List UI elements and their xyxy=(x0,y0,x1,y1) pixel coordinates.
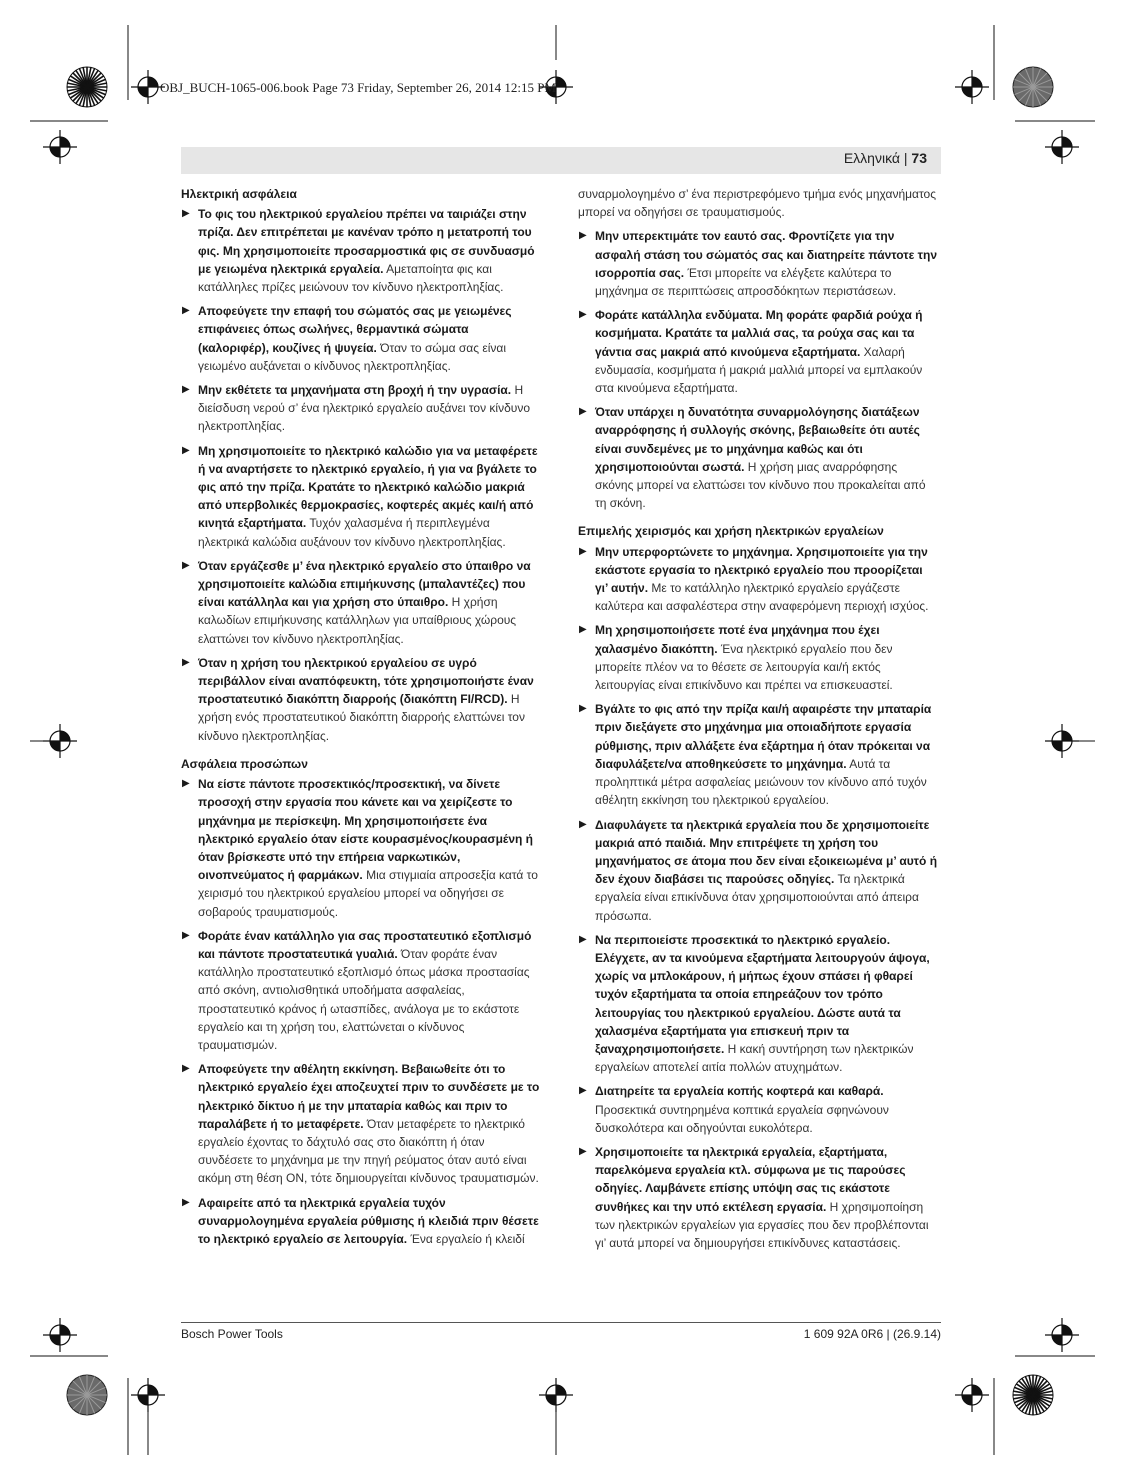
page-number: 73 xyxy=(911,150,927,166)
safety-item xyxy=(181,205,541,296)
bullet-triangle-icon: ▶ xyxy=(579,309,587,321)
safety-item xyxy=(578,227,938,300)
item-normal-text: Προσεκτικά συντηρημένα κοπτικά εργαλεία σφηνώνουν δυσκολότερα και οδηγούνται ευκολότερα. xyxy=(595,1102,889,1135)
safety-item xyxy=(578,306,938,397)
safety-item xyxy=(181,775,541,921)
item-normal-text: Η χρήση ενός προστατευτικού διακόπτη διαρροής ελαττώνει τον κίνδυνο ηλεκτροπληξίας. xyxy=(198,692,525,743)
item-bold-text: Αποφεύγετε την επαφή του σώματός σας με γειωμένες επιφάνειες όπως σωλήνες, θερμαντικά σώματα (καλοριφέρ), κουζίνες ή ψυγεία. xyxy=(198,304,512,355)
item-bold-text: Μην εκθέτετε τα μηχανήματα στη βροχή ή την υγρασία. xyxy=(198,383,512,398)
item-normal-text: Η χρήση μιας αναρρόφησης σκόνης μπορεί να ελαττώσει τον κίνδυνο που προκαλείται από τη σκόνη. xyxy=(595,459,926,511)
safety-item xyxy=(181,302,541,375)
safety-item xyxy=(578,1082,938,1137)
safety-item xyxy=(181,1194,541,1249)
item-bold-text: Να περιποιείστε προσεκτικά το ηλεκτρικό εργαλείο. Ελέγχετε, αν τα κινούμενα εξαρτήματα λειτουργούν άψογα, χωρίς να μπλοκάρουν, ή μήπως έχουν σπάσει ή φθαρεί τυχόν εξαρτήματα τα οποία επηρεάζουν τον τρόπο λειτουργίας του ηλεκτρικού εργαλείου. Δώστε αυτά τα χαλασμένα εξαρτήματα για επισκευή πριν τα ξαναχρησιμοποιήσετε. xyxy=(595,932,930,1056)
safety-item xyxy=(181,557,541,648)
bullet-triangle-icon: ▶ xyxy=(579,1085,587,1097)
safety-item xyxy=(578,931,938,1077)
continued-text: συναρμολογημένο σ’ ένα περιστρεφόμενο τμήμα ενός μηχανήματος μπορεί να οδηγήσει σε τραυματισμούς. xyxy=(578,187,936,220)
item-normal-text: Έτσι μπορείτε να ελέγξετε καλύτερα το μηχάνημα σε περιπτώσεις απροσδόκητων περιστάσεων. xyxy=(595,265,897,299)
item-bold-text: Το φις του ηλεκτρικού εργαλείου πρέπει να ταιριάζει στην πρίζα. Δεν επιτρέπεται με κανέναν τρόπο η μετατροπή του φις. Μη χρησιμοποιείτε προσαρμοστικά φις σε συνδυασμό με γειωμένα ηλεκτρικά εργαλεία. xyxy=(198,207,535,276)
item-normal-text: Όταν μεταφέρετε το ηλεκτρικό εργαλείο έχοντας το δάχτυλό σας στο διακόπτη ή όταν συνδέσετε το μηχάνημα με την πηγή ρεύματος όταν αυτό είναι ακόμη στη θέση ON, τότε δημιουργείται κίνδυνος τραυματισμών. xyxy=(198,1116,539,1186)
item-normal-text: Τα ηλεκτρικά εργαλεία είναι επικίνδυνα όταν χρησιμοποιούνται από άπειρα πρόσωπα. xyxy=(595,872,919,923)
bullet-triangle-icon: ▶ xyxy=(579,230,587,242)
footer-doc-number: 1 609 92A 0R6 | (26.9.14) xyxy=(803,1327,941,1341)
bullet-triangle-icon: ▶ xyxy=(182,208,190,220)
item-normal-text: Η διείσδυση νερού σ’ ένα ηλεκτρικό εργαλείο αυξάνει τον κίνδυνο ηλεκτροπληξίας. xyxy=(198,383,531,434)
safety-item xyxy=(578,621,938,694)
item-bold-text: Όταν η χρήση του ηλεκτρικού εργαλείου σε υγρό περιβάλλον είναι αναπόφευκτη, τότε χρησιμοποιήστε έναν προστατευτικό διακόπτη διαρροής (διακόπτη FI/RCD). xyxy=(198,655,534,707)
header-text xyxy=(844,150,927,166)
safety-item xyxy=(578,543,938,616)
item-bold-text: Αποφεύγετε την αθέλητη εκκίνηση. Βεβαιωθείτε ότι το ηλεκτρικό εργαλείο έχει αποζευχτεί πριν το συνδέσετε με το ηλεκτρικό δίκτυο ή με την μπαταρία καθώς και πριν το παραλάβετε ή το μεταφέρετε. xyxy=(198,1062,540,1131)
bullet-triangle-icon: ▶ xyxy=(182,384,190,396)
section-title-tool-use-and-care: Επιμελής χειρισμός και χρήση ηλεκτρικών εργαλείων xyxy=(578,524,884,539)
bullet-triangle-icon: ▶ xyxy=(182,1063,190,1075)
bullet-triangle-icon: ▶ xyxy=(579,933,587,945)
bullet-triangle-icon: ▶ xyxy=(579,545,587,557)
item-bold-text: Βγάλτε το φις από την πρίζα και/ή αφαιρέστε την μπαταρία πριν διεξάγετε στο μηχάνημα μια οποιαδήποτε εργασία ρύθμισης, πριν αλλάξετε ένα εξάρτημα ή όταν πρόκειται να διαφυλάξετε/να αποθηκεύσετε το μηχάνημα. xyxy=(595,702,932,771)
safety-item xyxy=(578,816,938,925)
bullet-triangle-icon: ▶ xyxy=(579,624,587,636)
item-normal-text: Μια στιγμιαία απροσεξία κατά το χειρισμό του ηλεκτρικού εργαλείου μπορεί να οδηγήσει σε σοβαρούς τραυματισμούς. xyxy=(198,868,538,919)
item-bold-text: Χρησιμοποιείτε τα ηλεκτρικά εργαλεία, εξαρτήματα, παρελκόμενα εργαλεία κτλ. σύμφωνα με τις παρούσες οδηγίες. Λαμβάνετε επίσης υπόψη σας τις εκάστοτε συνθήκες και την υπό εκτέλεση εργασία. xyxy=(595,1144,906,1214)
safety-item xyxy=(181,654,541,745)
bullet-triangle-icon: ▶ xyxy=(182,929,190,941)
item-normal-text: Τυχόν χαλασμένα ή περιπλεγμένα ηλεκτρικά καλώδια αυξάνουν τον κίνδυνο ηλεκτροπληξίας. xyxy=(198,516,506,549)
item-normal-text: Όταν το σώμα σας είναι γειωμένο αυξάνεται ο κίνδυνος ηλεκτροπληξίας. xyxy=(198,340,506,373)
item-normal-text: Όταν φοράτε έναν κατάλληλο προστατευτικό εξοπλισμό όπως μάσκα προστασίας από σκόνη, αντιολισθητικά υποδήματα ασφαλείας, προστατευτικό κράνος ή ωτασπίδες, ανάλογα με το εκάστοτε εργαλείο και τη χρήση του, ελαττώνεται ο κίνδυνος τραυματισμών. xyxy=(198,946,530,1052)
item-bold-text: Μην υπερφορτώνετε το μηχάνημα. Χρησιμοποιείτε για την εκάστοτε εργασία το ηλεκτρικό εργαλείο που προορίζεται γι’ αυτήν. xyxy=(595,544,928,596)
item-bold-text: Αφαιρείτε από τα ηλεκτρικά εργαλεία τυχόν συναρμολογημένα εργαλεία ρύθμισης ή κλειδιά πριν θέσετε το ηλεκτρικό εργαλείο σε λειτουργία. xyxy=(198,1195,539,1246)
bullet-triangle-icon: ▶ xyxy=(182,305,190,317)
file-info-line: OBJ_BUCH-1065-006.book Page 73 Friday, September 26, 2014 12:15 PM xyxy=(160,80,557,95)
item-normal-text: Χαλαρή ενδυμασία, κοσμήματα ή μακριά μαλλιά μπορεί να εμπλακούν στα κινούμενα εξαρτήματα. xyxy=(595,344,923,396)
item-bold-text: Διατηρείτε τα εργαλεία κοπής κοφτερά και καθαρά. xyxy=(595,1084,884,1099)
safety-item xyxy=(578,403,938,512)
section-title-personal-safety: Ασφάλεια προσώπων xyxy=(181,756,308,771)
item-bold-text: Διαφυλάγετε τα ηλεκτρικά εργαλεία που δε χρησιμοποιείτε μακριά από παιδιά. Μην επιτρέψετε τη χρήση του μηχανήματος σε άτομα που δεν είναι εξοικειωμένα μ’ αυτό ή δεν έχουν διαβάσει τις παρούσες οδηγίες. xyxy=(595,817,938,887)
left-column xyxy=(181,185,541,1254)
item-normal-text: Η κακή συντήρηση των ηλεκτρικών εργαλείων αποτελεί αιτία πολλών ατυχημάτων. xyxy=(595,1041,914,1075)
section-title-electrical-safety: Ηλεκτρική ασφάλεια xyxy=(181,187,297,201)
item-bold-text: Μη χρησιμοποιήσετε ποτέ ένα μηχάνημα που έχει χαλασμένο διακόπτη. xyxy=(595,623,880,656)
bullet-triangle-icon: ▶ xyxy=(182,1196,190,1208)
safety-item xyxy=(578,700,938,809)
bullet-triangle-icon: ▶ xyxy=(182,559,190,571)
safety-item xyxy=(181,1060,541,1187)
item-bold-text: Να είστε πάντοτε προσεκτικός/προσεκτική, να δίνετε προσοχή στην εργασία που κάνετε και να χειρίζεστε το μηχάνημα με περίσκεψη. Μη χρησιμοποιήσετε ένα ηλεκτρικό εργαλείο όταν είστε κουρασμένος/κουρασμένη ή όταν βρίσκεστε υπό την επήρεια ναρκωτικών, οινοπνεύματος ή φαρμάκων. xyxy=(198,777,534,883)
safety-item xyxy=(181,381,541,436)
item-bold-text: Φοράτε κατάλληλα ενδύματα. Μη φοράτε φαρδιά ρούχα ή κοσμήματα. Κρατάτε τα μαλλιά σας, τα ρούχα σας και τα γάντια σας μακριά από κινούμενα εξαρτήματα. xyxy=(595,308,923,359)
bullet-triangle-icon: ▶ xyxy=(579,1145,587,1157)
item-normal-text: Αυτά τα προληπτικά μέτρα ασφαλείας μειώνουν τον κίνδυνο από τυχόν αθέλητη εκκίνηση του ηλεκτρικού εργαλείου. xyxy=(595,756,927,808)
item-bold-text: Φοράτε έναν κατάλληλο για σας προστατευτικό εξοπλισμό και πάντοτε προστατευτικά γυαλιά. xyxy=(198,928,532,961)
item-normal-text: Με το κατάλληλο ηλεκτρικό εργαλείο εργάζεστε καλύτερα και ασφαλέστερα στην αναφερόμενη περιοχή ισχύος. xyxy=(595,581,929,614)
safety-item xyxy=(181,442,541,551)
item-normal-text: Ένα ηλεκτρικό εργαλείο που δεν μπορείτε πλέον να το θέσετε σε λειτουργία και/ή εκτός λειτουργίας είναι επικίνδυνο και πρέπει να επισκευαστεί. xyxy=(595,641,893,693)
bullet-triangle-icon: ▶ xyxy=(579,703,587,715)
item-bold-text: Όταν εργάζεσθε μ’ ένα ηλεκτρικό εργαλείο στο ύπαιθρο να χρησιμοποιείτε καλώδια επιμήκυνσης (μπαλαντέζες) που είναι κατάλληλα και για χρήση στο ύπαιθρο. xyxy=(198,558,531,610)
item-normal-text: Ένα εργαλείο ή κλειδί xyxy=(407,1231,525,1246)
header-language: Ελληνικά | xyxy=(843,150,912,166)
item-bold-text: Μην υπερεκτιμάτε τον εαυτό σας. Φροντίζετε για την ασφαλή στάση του σώματός σας και διατηρείτε πάντοτε την ισορροπία σας. xyxy=(595,229,938,280)
footer-brand: Bosch Power Tools xyxy=(181,1327,283,1341)
safety-item xyxy=(578,1143,938,1252)
item-bold-text: Μη χρησιμοποιείτε το ηλεκτρικό καλώδιο για να μεταφέρετε ή να αναρτήσετε το ηλεκτρικό εργαλείο, ή για να βγάλετε το φις από την πρίζα. Κρατάτε το ηλεκτρικό καλώδιο μακριά από υπερβολικές θερμοκρασίες, κοφτερές ακμές και/ή από κινητά εξαρτήματα. xyxy=(198,443,538,531)
bullet-triangle-icon: ▶ xyxy=(182,656,190,668)
page-header xyxy=(181,147,941,174)
footer-divider xyxy=(181,1322,941,1323)
bullet-triangle-icon: ▶ xyxy=(182,778,190,790)
right-column xyxy=(578,185,938,1258)
item-normal-text: Η χρησιμοποίηση των ηλεκτρικών εργαλείων για εργασίες που δεν προβλέπονται γι’ αυτά μπορεί να δημιουργήσει επικίνδυνες καταστάσεις. xyxy=(595,1199,929,1250)
item-normal-text: Αμεταποίητα φις και κατάλληλες πρίζες μειώνουν τον κίνδυνο ηλεκτροπληξίας. xyxy=(198,261,504,295)
bullet-triangle-icon: ▶ xyxy=(182,444,190,456)
item-normal-text: Η χρήση καλωδίων επιμήκυνσης κατάλληλων για υπαίθριους χώρους ελαττώνει τον κίνδυνο ηλεκτροπληξίας. xyxy=(198,595,517,646)
bullet-triangle-icon: ▶ xyxy=(579,818,587,830)
bullet-triangle-icon: ▶ xyxy=(579,406,587,418)
safety-item xyxy=(181,927,541,1054)
item-bold-text: Όταν υπάρχει η δυνατότητα συναρμολόγησης διατάξεων αναρρόφησης ή συλλογής σκόνης, βεβαιωθείτε ότι αυτές είναι συνδεμένες με το μηχάνημα καθώς και ότι χρησιμοποιούνται σωστά. xyxy=(595,405,920,474)
